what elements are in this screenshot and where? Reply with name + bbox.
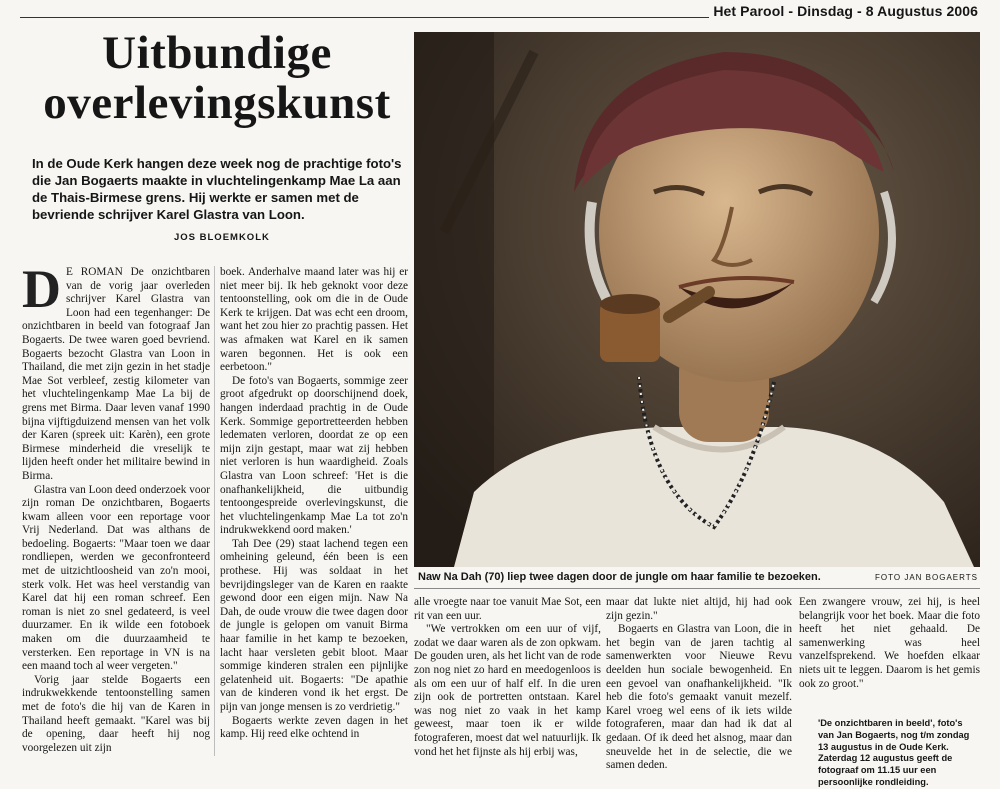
portrait-photo [414,32,980,567]
caption-rule [414,588,980,589]
paragraph: Vorig jaar stelde Bogaerts een indrukwekkende tentoonstelling samen met de foto's die hij van de Karen in Thailand heeft gemaakt. "Karel was bij de opening, daar heeft hij nog voorgelezen uit zijn [22,673,210,754]
paragraph: Glastra van Loon deed onderzoek voor zijn roman De onzichtbaren, Bogaerts kwam alleen voor een reportage voor Vrij Nederland. Dat was althans de bedoeling. Bogaerts: "Maar toen we daar rondliepen, werden we geconfronteerd met de uitzichtloosheid van zo'n mooi, sterk volk. Het was heel verstandig van Karel dat hij een roman schreef. Een roman is niet zo snel gedateerd, is veel duurzamer. En ik wilde een fotoboek maken om die duurzaamheid te versterken. Een reportage in VN is na een maand toch al weer vergeten." [22,483,210,673]
headline [22,28,412,128]
byline: JOS BLOEMKOLK [174,232,270,243]
paragraph: Bogaerts en Glastra van Loon, die in het begin van de jaren tachtig al samenwerkten voor Nieuwe Revu deelden hun sociale bewogenheid. En een gevoel van onafhankelijkheid. "Ik heb die foto's gemaakt vanuit mezelf. Karel vroeg wel eens of ik iets wilde fotograferen, maar dan had ik dat al gedaan. Of ik deed het alsnog, maar dan sneuvelde het in de selectie, die we samen deden. [606,623,792,772]
paragraph: Een zwangere vrouw, zei hij, is heel belangrijk voor het boek. Maar die foto heeft het niet gehaald. De samenwerking was heel vanzelfsprekend. We hoefden elkaar niets uit te leggen. Daarom is het gemis ook zo groot." [799,596,980,690]
article-column-2 [220,266,408,756]
lede: In de Oude Kerk hangen deze week nog de prachtige foto's die Jan Bogaerts maakte in vluchtelingenkamp Mae La aan de Thais-Birmese grens. Hij werkte er samen met de bevriende schrijver Karel Glastra van Loon. [32,156,402,222]
photo-illustration [414,32,980,567]
paragraph: Tah Dee (29) staat lachend tegen een omheining geleund, één been is een prothese. Hij was soldaat in het bevrijdingsleger van de Karen en raakte gewond door een eigen mijn. Naw Na Dah, de oude vrouw die twee dagen door de jungle is gelopen om vanuit Birma haar familie in het kamp te bezoeken, lacht haar versleten gebit bloot. Maar sommige kinderen stralen een pijnlijke gelatenheid uit. Bogaerts: "De apathie van de kinderen vond ik het ergst. De pijn van jonge mensen is zo verdrietig." [220,537,408,713]
photo-caption: Naw Na Dah (70) liep twee dagen door de jungle om haar familie te bezoeken. [418,571,821,583]
paragraph: De foto's van Bogaerts, sommige zeer groot afgedrukt op doorschijnend doek, hangen inderdaad prachtig in de Oude Kerk. Sommige geportretteerden hebben ledematen verloren, doordat ze op een mijn zijn gestapt, maar wat zij hebben niet verloren is hun waardigheid. Zoals Glastra van Loon schreef: 'Het is die onafhankelijkheid, die uitbundig tentoongespreide overlevingskunst, die het vluchtelingenkamp Mae La tot zo'n indrukwekkend oord maken.' [220,374,408,537]
paragraph: maar dat lukte niet altijd, hij had ook zijn gezin." [606,596,792,622]
article-column-1 [22,259,210,756]
headline-line-1: Uitbundige [102,27,332,79]
article-column-3 [414,596,601,758]
paragraph: E ROMAN De onzichtbaren van de vorig jaar overleden schrijver Karel Glastra van Loon had een tegenhanger: De onzichtbaren in beeld van fotograaf Jan Bogaerts. De twee waren goed bevriend. Bogaerts bezocht Glastra van Loon in Thailand, die met zijn gezin in het stadje Mae Sot verbleef, zestig kilometer van het vluchtelingenkamp Mae La bij de grens met Birma. Daar leven vanaf 1990 bijna vijftigduizend mensen van het volk der Karen (spreek uit: Karèn), een grote Birmese minderheid die vreselijk te lijden heeft onder het militaire bewind in Birma. [22,266,210,482]
article-column-5 [799,596,980,706]
paragraph: boek. Anderhalve maand later was hij er niet meer bij. Ik heb geknokt voor deze tentoonstelling, ook om die in de Oude Kerk te krijgen. Dat was echt een droom, want het zou hier zo prachtig passen. Het was afmaken wat Karel en ik samen waren begonnen. Het is ook een eerbetoon." [220,266,408,374]
photo-credit: FOTO JAN BOGAERTS [875,573,978,582]
drop-cap: D [22,259,61,319]
article-column-4 [606,596,792,772]
newspaper-header: Het Parool - Dinsdag - 8 Augustus 2006 [709,3,978,19]
column-divider [214,266,215,756]
exhibition-info: 'De onzichtbaren in beeld', foto's van Jan Bogaerts, nog t/m zondag 13 augustus in de Oude Kerk. Zaterdag 12 augustus geeft de fotograaf om 11.15 uur een persoonlijke rondleiding. [818,718,970,787]
headline-line-2: overlevingskunst [43,77,391,129]
paragraph: "We vertrokken om een uur of vijf, zodat we daar waren als de zon opkwam. De gouden uren, als het licht van de rode zon nog niet zo hard en meedogenloos is als om een uur of half elf. In die uren zijn ook de portretten ontstaan. Karel was nog niet zo vaak in het kamp geweest, maar toen ik er wilde fotograferen, moest dat wel natuurlijk. Ik vond het het fijnste als hij erbij was, [414,623,601,758]
paragraph: alle vroegte naar toe vanuit Mae Sot, een rit van een uur. [414,596,601,622]
paragraph: Bogaerts werkte zeven dagen in het kamp. Hij reed elke ochtend in [220,714,408,741]
